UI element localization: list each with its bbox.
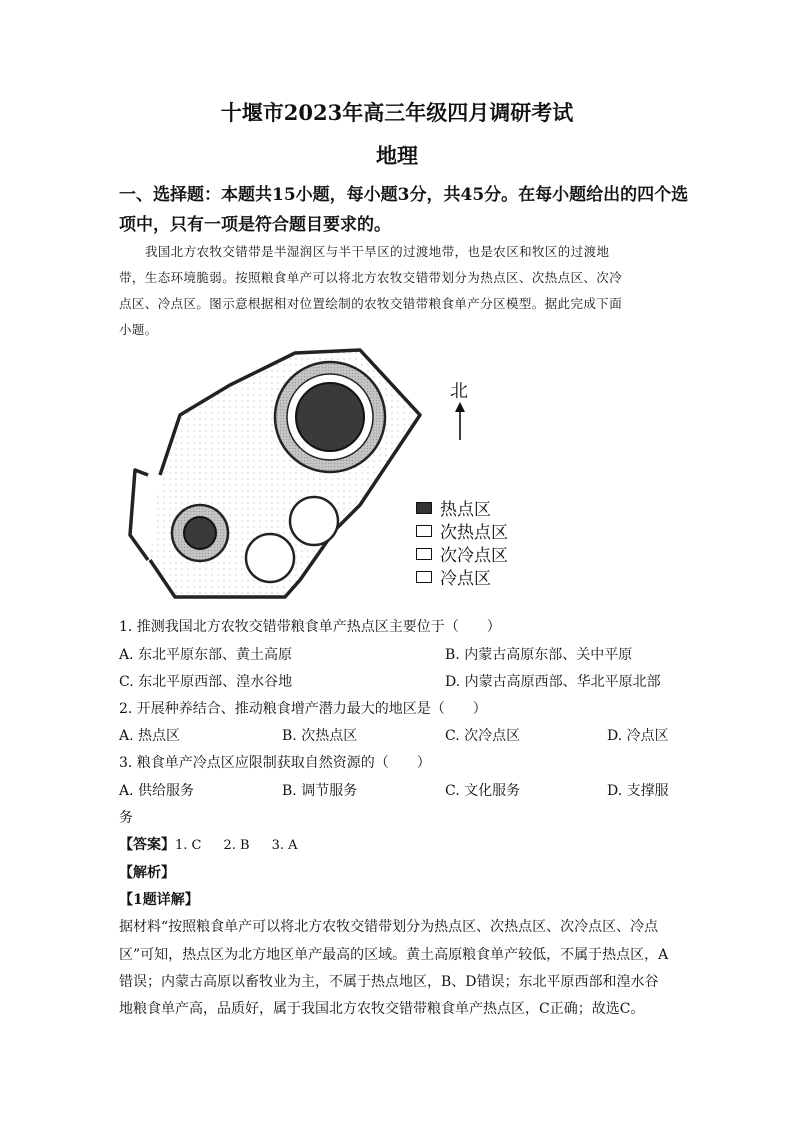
question-1-stem: 1. 推测我国北方农牧交错带粮食单产热点区主要位于（ ） — [119, 619, 501, 635]
hot-core-west — [184, 517, 216, 549]
detail-1-label-text: 【1题详解】 — [119, 892, 199, 908]
question-2-stem: 2. 开展种养结合、推动粮食增产潜力最大的地区是（ ） — [119, 701, 487, 717]
section-heading-line1: 一、选择题：本题共15小题，每小题3分，共45分。在每小题给出的四个选 — [119, 185, 689, 205]
answer-2: 2. B — [223, 838, 250, 853]
analysis-line: 区”可知，热点区为北方地区单产最高的区域。黄土高原粮食单产较低，不属于热点区，A — [119, 947, 669, 963]
answer-line — [119, 834, 298, 854]
legend-item — [416, 565, 508, 588]
legend-swatch-sub-cold — [416, 548, 432, 560]
material-line: 点区、冷点区。图示意根据相对位置绘制的农牧交错带粮食单产分区模型。据此完成下面 — [119, 296, 623, 311]
question-1-option-d[interactable]: D. 内蒙古高原西部、华北平原北部 — [445, 674, 661, 690]
material-line: 小题。 — [119, 322, 158, 337]
subject-title: 地理 — [376, 143, 418, 168]
legend-swatch-sub-hot — [416, 525, 432, 537]
legend-item — [416, 519, 508, 542]
legend — [416, 496, 508, 588]
material-line: 我国北方农牧交错带是半湿润区与半干旱区的过渡地带，也是农区和牧区的过渡地 — [145, 244, 610, 259]
question-1-option-b[interactable]: B. 内蒙古高原东部、关中平原 — [445, 647, 633, 663]
legend-label: 热点区 — [440, 500, 491, 520]
question-1-option-a[interactable]: A. 东北平原东部、黄土高原 — [119, 647, 293, 663]
analysis-label — [119, 862, 175, 882]
question-2-option-b[interactable]: B. 次热点区 — [282, 728, 358, 744]
legend-label: 冷点区 — [440, 569, 491, 589]
question-3-option-d-wrap: 务 — [119, 810, 133, 826]
belt-notch — [130, 470, 148, 560]
question-3-stem: 3. 粮食单产冷点区应限制获取自然资源的（ ） — [119, 755, 431, 771]
question-2-option-d[interactable]: D. 冷点区 — [607, 728, 669, 744]
question-3-option-d[interactable]: D. 支撑服 — [607, 783, 669, 799]
question-2-option-a[interactable]: A. 热点区 — [119, 728, 181, 744]
material-line: 带，生态环境脆弱。按照粮食单产可以将北方农牧交错带划分为热点区、次热点区、次冷 — [119, 270, 623, 285]
question-2-option-c[interactable]: C. 次冷点区 — [445, 728, 521, 744]
legend-swatch-hot — [416, 502, 432, 514]
analysis-line: 地粮食单产高，品质好，属于我国北方农牧交错带粮食单产热点区，C正确；故选C。 — [119, 1001, 645, 1017]
question-3-option-a[interactable]: A. 供给服务 — [119, 783, 195, 799]
detail-1-label — [119, 889, 199, 909]
cold-zone-circle — [246, 534, 294, 582]
question-3-option-c[interactable]: C. 文化服务 — [445, 783, 521, 799]
section-heading-line2: 项中，只有一项是符合题目要求的。 — [119, 215, 391, 235]
north-label: 北 — [450, 381, 468, 402]
sub-cold-zone-circle — [290, 497, 338, 545]
answer-label: 【答案】 — [119, 837, 175, 853]
analysis-line: 错误；内蒙古高原以畜牧业为主，不属于热点地区，B、D错误；东北平原西部和湟水谷 — [119, 974, 659, 990]
question-1-option-c[interactable]: C. 东北平原西部、湟水谷地 — [119, 674, 293, 690]
hot-core-north — [296, 383, 364, 451]
legend-item — [416, 542, 508, 565]
analysis-line: 据材料“按照粮食单产可以将北方农牧交错带划分为热点区、次热点区、次冷点区、冷点 — [119, 919, 659, 935]
answer-1: 1. C — [175, 838, 202, 853]
answer-3: 3. A — [271, 838, 298, 853]
legend-label: 次冷点区 — [440, 546, 508, 566]
analysis-label-text: 【解析】 — [119, 865, 175, 881]
legend-label: 次热点区 — [440, 523, 508, 543]
exam-title: 十堰市2023年高三年级四月调研考试 — [220, 100, 574, 125]
question-3-option-b[interactable]: B. 调节服务 — [282, 783, 358, 799]
legend-item — [416, 496, 508, 519]
legend-swatch-cold — [416, 571, 432, 583]
